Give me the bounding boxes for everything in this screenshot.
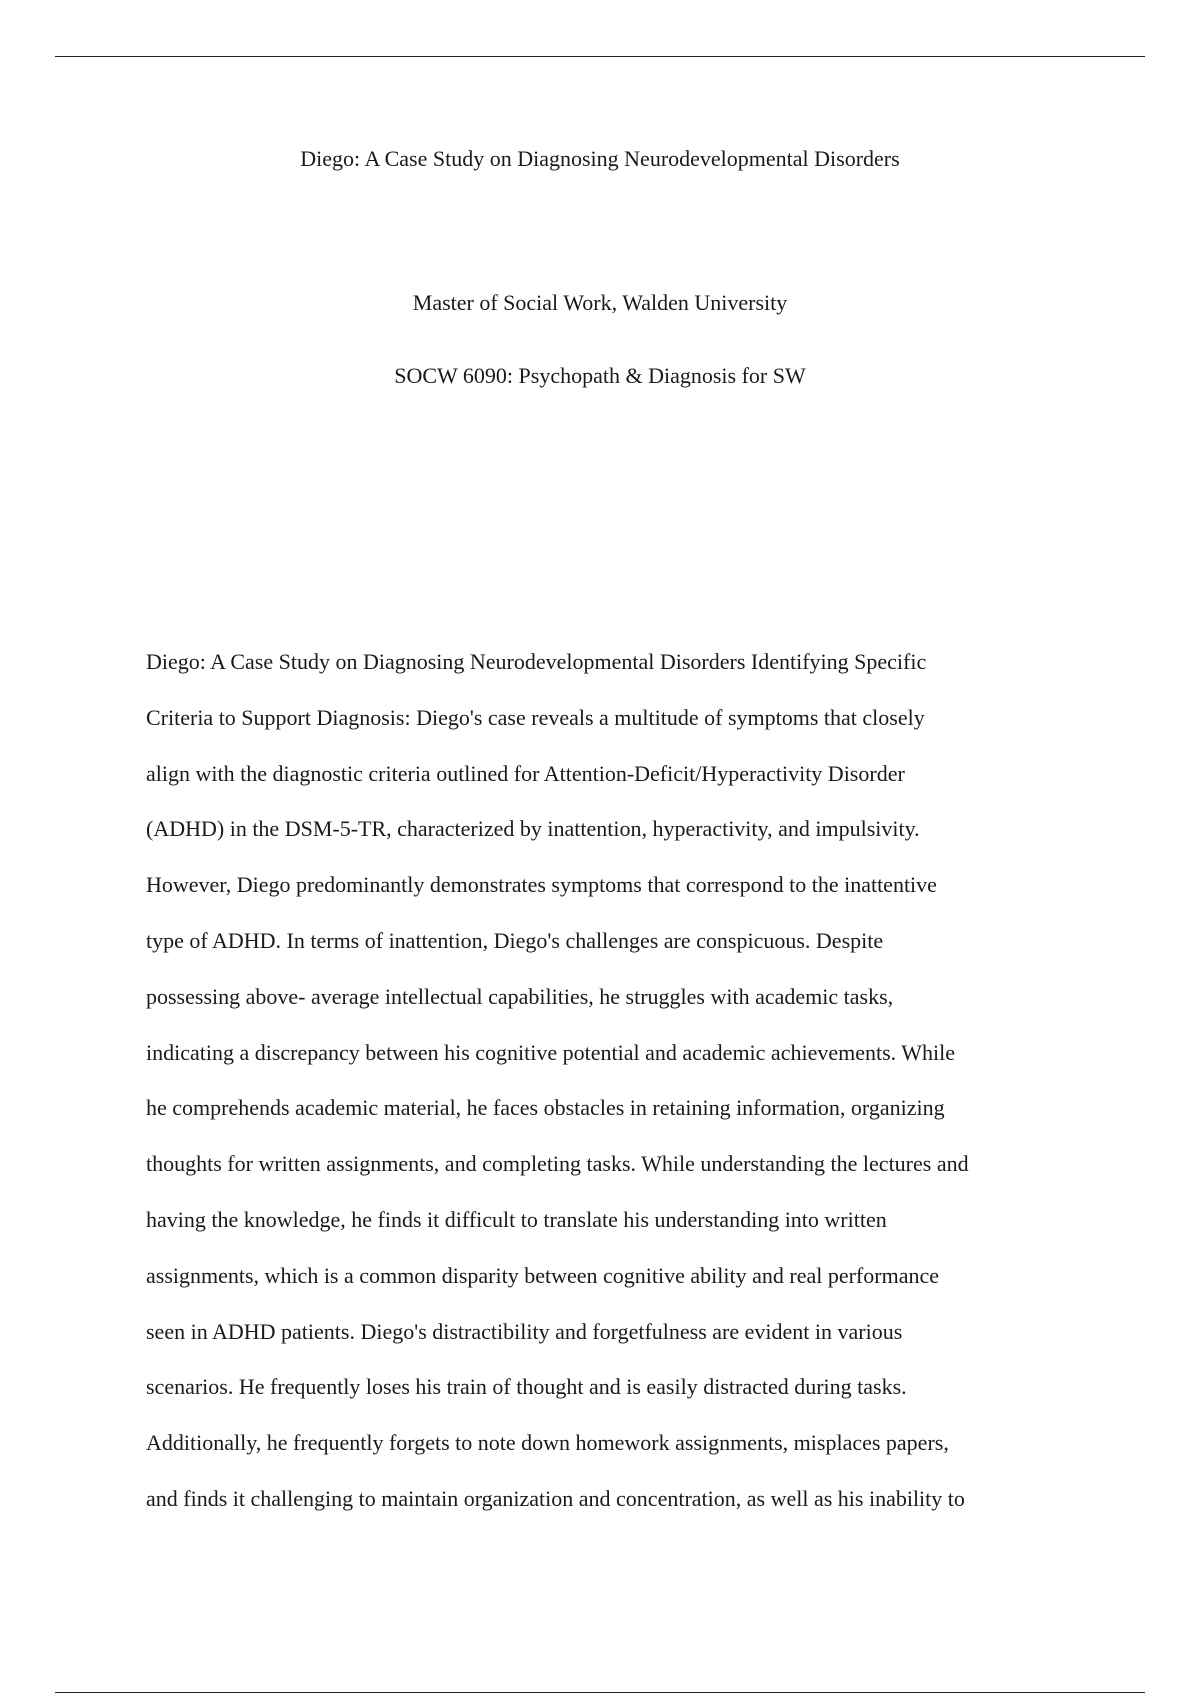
- page-top-rule: [55, 56, 1145, 57]
- body-line: However, Diego predominantly demonstrates symptoms that correspond to the inattentive: [146, 872, 937, 898]
- body-paragraph: [146, 649, 1146, 1542]
- body-line: seen in ADHD patients. Diego's distractibility and forgetfulness are evident in various: [146, 1318, 903, 1344]
- body-line: Diego: A Case Study on Diagnosing Neurodevelopmental Disorders Identifying Specific: [146, 649, 927, 674]
- document-title: Diego: A Case Study on Diagnosing Neurodevelopmental Disorders: [300, 146, 900, 171]
- body-line: (ADHD) in the DSM-5-TR, characterized by inattention, hyperactivity, and impulsivity.: [146, 816, 920, 842]
- program-line: Master of Social Work, Walden University: [412, 290, 788, 315]
- body-line: scenarios. He frequently loses his train of thought and is easily distracted during tasks.: [146, 1374, 907, 1400]
- body-line: Additionally, he frequently forgets to note down homework assignments, misplaces papers,: [146, 1430, 949, 1456]
- body-line: type of ADHD. In terms of inattention, Diego's challenges are conspicuous. Despite: [146, 927, 884, 953]
- body-line: assignments, which is a common disparity between cognitive ability and real performance: [146, 1262, 939, 1288]
- course-line: SOCW 6090: Psychopath & Diagnosis for SW: [394, 363, 806, 388]
- body-line: possessing above- average intellectual capabilities, he struggles with academic tasks,: [146, 983, 894, 1009]
- body-line: having the knowledge, he finds it difficult to translate his understanding into written: [146, 1206, 887, 1232]
- page-bottom-rule: [55, 1692, 1145, 1693]
- body-line: align with the diagnostic criteria outlined for Attention-Deficit/Hyperactivity Disorder: [146, 760, 905, 786]
- body-line: indicating a discrepancy between his cognitive potential and academic achievements. While: [146, 1039, 956, 1065]
- body-line: thoughts for written assignments, and completing tasks. While understanding the lectures and: [146, 1151, 969, 1177]
- body-line: Criteria to Support Diagnosis: Diego's case reveals a multitude of symptoms that closely: [146, 704, 925, 730]
- body-line: and finds it challenging to maintain organization and concentration, as well as his inability to: [146, 1485, 965, 1511]
- body-line: he comprehends academic material, he faces obstacles in retaining information, organizing: [146, 1095, 945, 1121]
